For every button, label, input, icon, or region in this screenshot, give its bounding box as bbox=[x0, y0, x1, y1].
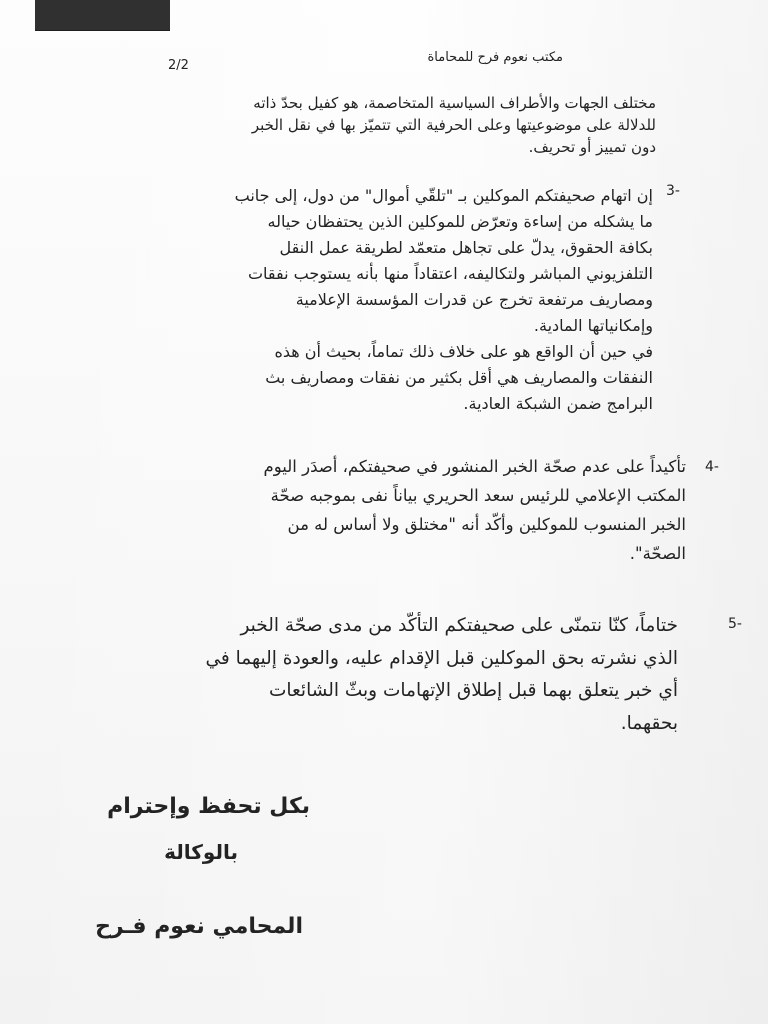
page-number: 2/2 bbox=[168, 58, 189, 73]
text-line: للدلالة على موضوعيتها وعلى الحرفية التي تتميّز بها في نقل الخبر bbox=[251, 116, 656, 134]
text-line: الخبر المنسوب للموكلين وأكّد أنه "مختلق ولا أساس له من bbox=[287, 515, 686, 534]
text-line: الصحّة". bbox=[629, 544, 686, 563]
section-number: 5- bbox=[728, 616, 742, 632]
text-line: مختلف الجهات والأطراف السياسية المتخاصمة، هو كفيل بحدّ ذاته bbox=[253, 94, 656, 112]
text-line: وإمكانياتها المادية. bbox=[533, 316, 653, 335]
section-number: 3- bbox=[666, 183, 680, 199]
text-line: إن اتهام صحيفتكم الموكلين بـ "تلقّي أموال" من دول، إلى جانب bbox=[234, 186, 653, 205]
section-4-paragraph bbox=[76, 452, 686, 568]
signature-name: المحامي نعوم فـرح bbox=[95, 914, 303, 939]
section-5-paragraph bbox=[58, 610, 678, 740]
text-line: الذي نشرته بحق الموكلين قبل الإقدام عليه، والعودة إليهما في bbox=[205, 647, 678, 669]
closing-capacity: بالوكالة bbox=[164, 840, 238, 864]
text-line: النفقات والمصاريف هي أقل بكثير من نفقات ومصاريف بث bbox=[265, 368, 653, 387]
section-3-paragraph bbox=[128, 183, 653, 417]
text-line: ما يشكله من إساءة وتعرّض للموكلين الذين يحتفظان حياله bbox=[267, 212, 653, 231]
text-line: البرامج ضمن الشبكة العادية. bbox=[463, 394, 653, 413]
text-line: المكتب الإعلامي للرئيس سعد الحريري بياناً نفى بموجبه صحّة bbox=[270, 486, 686, 505]
text-line: أي خبر يتعلق بهما قبل إطلاق الإتهامات وبثّ الشائعات bbox=[268, 680, 678, 701]
text-line: بحقهما. bbox=[620, 712, 678, 734]
text-line: ختاماً، كنّا نتمنّى على صحيفتكم التأكّد من مدى صحّة الخبر bbox=[240, 615, 678, 636]
text-line: دون تمييز أو تحريف. bbox=[528, 138, 656, 156]
text-line: بكافة الحقوق، يدلّ على تجاهل متعمّد لطريقة عمل النقل bbox=[279, 238, 653, 257]
text-line: في حين أن الواقع هو على خلاف ذلك تماماً، بحيث أن هذه bbox=[274, 342, 653, 361]
letterhead-strip bbox=[35, 0, 170, 31]
office-header: مكتب نعوم فرح للمحاماة bbox=[427, 50, 563, 65]
text-line: التلفزيوني المباشر ولتكاليفه، اعتقاداً منها بأنه يستوجب نفقات bbox=[247, 264, 653, 283]
intro-paragraph bbox=[141, 92, 656, 158]
text-line: تأكيداً على عدم صحّة الخبر المنشور في صحيفتكم، أصدَر اليوم bbox=[263, 457, 686, 476]
text-line: ومصاريف مرتفعة تخرج عن قدرات المؤسسة الإعلامية bbox=[295, 290, 653, 309]
section-number: 4- bbox=[705, 459, 719, 475]
closing-greeting: بكل تحفظ وإحترام bbox=[107, 794, 310, 819]
